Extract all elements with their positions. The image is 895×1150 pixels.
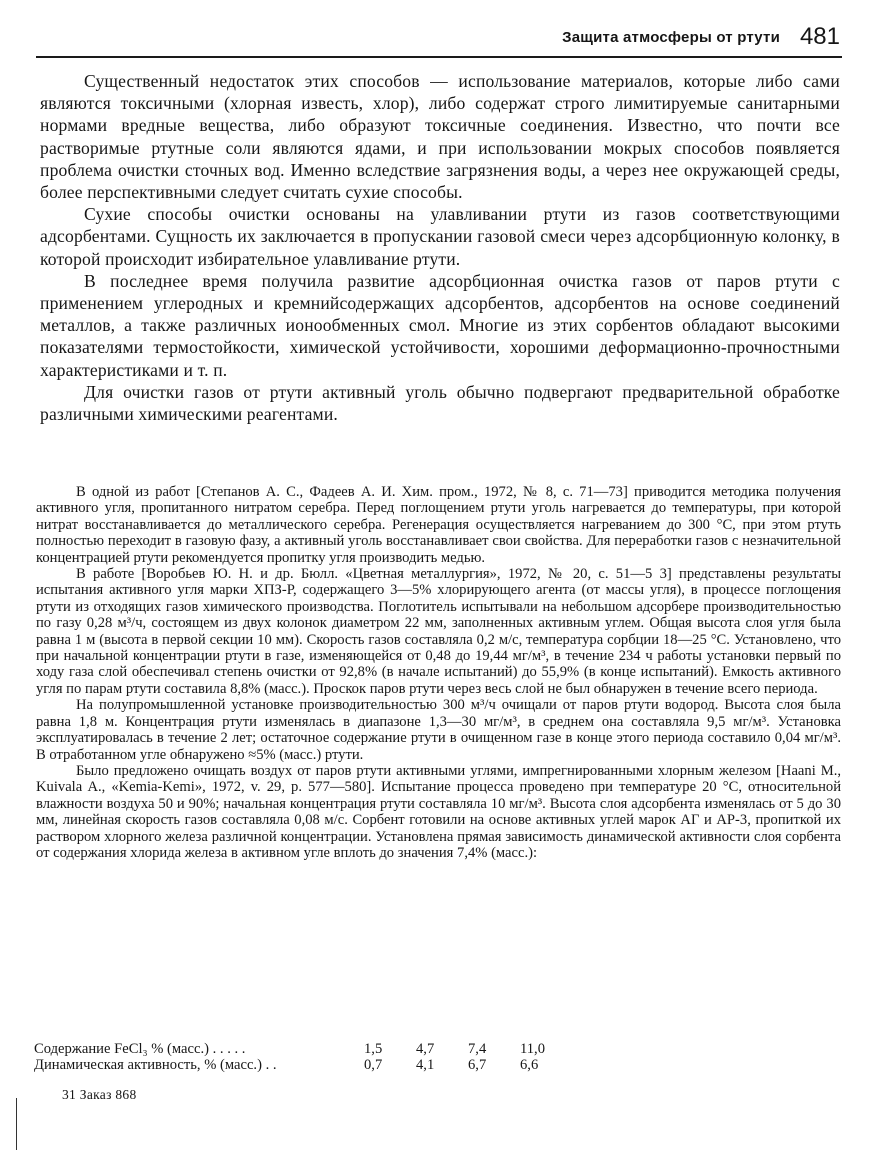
table-cell: 7,4: [468, 1041, 487, 1057]
row-label: Содержание FeCl₃ % (масс.) . . . . .: [34, 1041, 246, 1057]
small-print-block: [36, 484, 841, 861]
table-cell: 6,6: [520, 1057, 539, 1074]
running-title: Защита атмосферы от ртути: [562, 29, 780, 46]
paragraph: Существенный недостаток этих способов — использование материалов, которые либо сами являются токсичными (хлорная известь, хлор), либо содержат строго лимитируемые санитарными нормами вредные вещества, либо образуют токсичные соединения. Известно, что почти все растворимые ртутные соли являются ядами, и при использовании мокрых способов появляется проблема очистки сточных вод. Именно вследствие загрязнения воды, а через нее окружающей среды, более перспективными следует считать сухие способы.: [40, 71, 840, 203]
fecl3-activity-table: [34, 1041, 572, 1074]
paragraph: Для очистки газов от ртути активный уголь обычно подвергают предварительной обработке различными химическими реагентами.: [40, 381, 840, 425]
table-row: [34, 1041, 572, 1057]
table-cell: 0,7: [364, 1057, 383, 1074]
table-row: [34, 1057, 572, 1073]
table-cell: 11,0: [520, 1041, 545, 1057]
small-paragraph: Было предложено очищать воздух от паров ртути активными углями, импрегнированными хлорным железом [Haani M., Kuivala A., «Kemia-Kemi», 1972, v. 29, p. 577—580]. Испытание процесса проведено при температуре 20 °С, относительной влажности воздуха 50 и 90%; начальная концентрация ртути составляла 10 мг/м³. Высота слоя адсорбента изменялась от 5 до 30 мм, линейная скорость газов составляла 0,08 м/с. Сорбент готовили на основе активных углей марок АГ и АР-3, пропиткой их раствором хлорного железа различной концентрации. Установлена прямая зависимость динамической активности слоя сорбента от содержания хлорида железа в активном угле вплоть до значения 7,4% (масс.):: [36, 762, 841, 861]
margin-line: [16, 1098, 17, 1150]
table-cell: 1,5: [364, 1041, 383, 1057]
small-paragraph: В одной из работ [Степанов А. С., Фадеев А. И. Хим. пром., 1972, № 8, с. 71—73] приводится методика получения активного угля, пропитанного нитратом серебра. Перед поглощением ртути уголь нагревается до температуры, при которой нитрат восстанавливается до металлического серебра. Регенерация осуществляется нагреванием до 300 °С, при этом ртуть полностью переходит в газовую фазу, а активный уголь восстанавливает свои свойства. Для переработки газов с незначительной концентрацией ртути рекомендуется пропитку угля производить медью.: [36, 484, 841, 566]
paragraph: В последнее время получила развитие адсорбционная очистка газов от паров ртути с применением углеродных и кремнийсодержащих адсорбентов, адсорбентов на основе соединений металлов, а также различных ионообменных смол. Многие из этих сорбентов обладают высокими показателями термостойкости, химической устойчивости, хорошими деформационно-прочностными характеристиками и т. п.: [40, 270, 840, 380]
printer-signature: 31 Заказ 868: [62, 1087, 137, 1102]
row-label: Динамическая активность, % (масс.) . .: [34, 1057, 277, 1074]
main-text-block: [40, 70, 840, 425]
small-paragraph: В работе [Воробьев Ю. Н. и др. Бюлл. «Цветная металлургия», 1972, № 20, с. 51—5 3] представлены результаты испытания активного угля марки ХПЗ-Р, содержащего 3—5% хлорирующего агента (от массы угля), в процессе поглощения ртути из отходящих газов химического производства. Поглотитель испытывали на небольшом адсорбере производительностью по газу 0,28 м³/ч, состоящем из двух колонок диаметром 22 мм, заполненных активным углем. Общая высота слоя угля была равна 1 м (высота в первой секции 10 мм). Скорость газов составляла 0,2 м/с, температура сорбции 18—25 °С. Установлено, что при начальной концентрации ртути в газе, изменяющейся от 0,48 до 19,44 мг/м³, в течение 234 ч работы установки первый по ходу газа слой обеспечивал степень очистки от 92,8% (в начале испытаний) до 55,9% (в конце испытаний). Емкость активного угля по парам ртути составила 8,8% (масс.). Проскок паров ртути через весь слой не был обнаружен в течение всего периода.: [36, 566, 841, 697]
page-number: 481: [799, 23, 840, 50]
table-cell: 4,1: [416, 1057, 435, 1074]
paragraph: Сухие способы очистки основаны на улавливании ртути из газов соответствующими адсорбентами. Сущность их заключается в пропускании газовой смеси через адсорбционную колонку, в которой происходит избирательное улавливание ртути.: [40, 204, 840, 269]
small-paragraph: На полупромышленной установке производительностью 300 м³/ч очищали от паров ртути водород. Высота слоя была равна 1,8 м. Концентрация ртути изменялась в диапазоне 1,3—30 мг/м³, в среднем она составляла 9,5 мг/м³. Установка эксплуатировалась в течение 2 лет; остаточное содержание ртути в очищенном газе в конце этого периода составило 0,04 мг/м³. В отработанном угле обнаружено ≈5% (масс.) ртути.: [36, 697, 841, 763]
page-header: [36, 22, 842, 58]
table-cell: 4,7: [416, 1041, 435, 1057]
table-cell: 6,7: [468, 1057, 487, 1074]
